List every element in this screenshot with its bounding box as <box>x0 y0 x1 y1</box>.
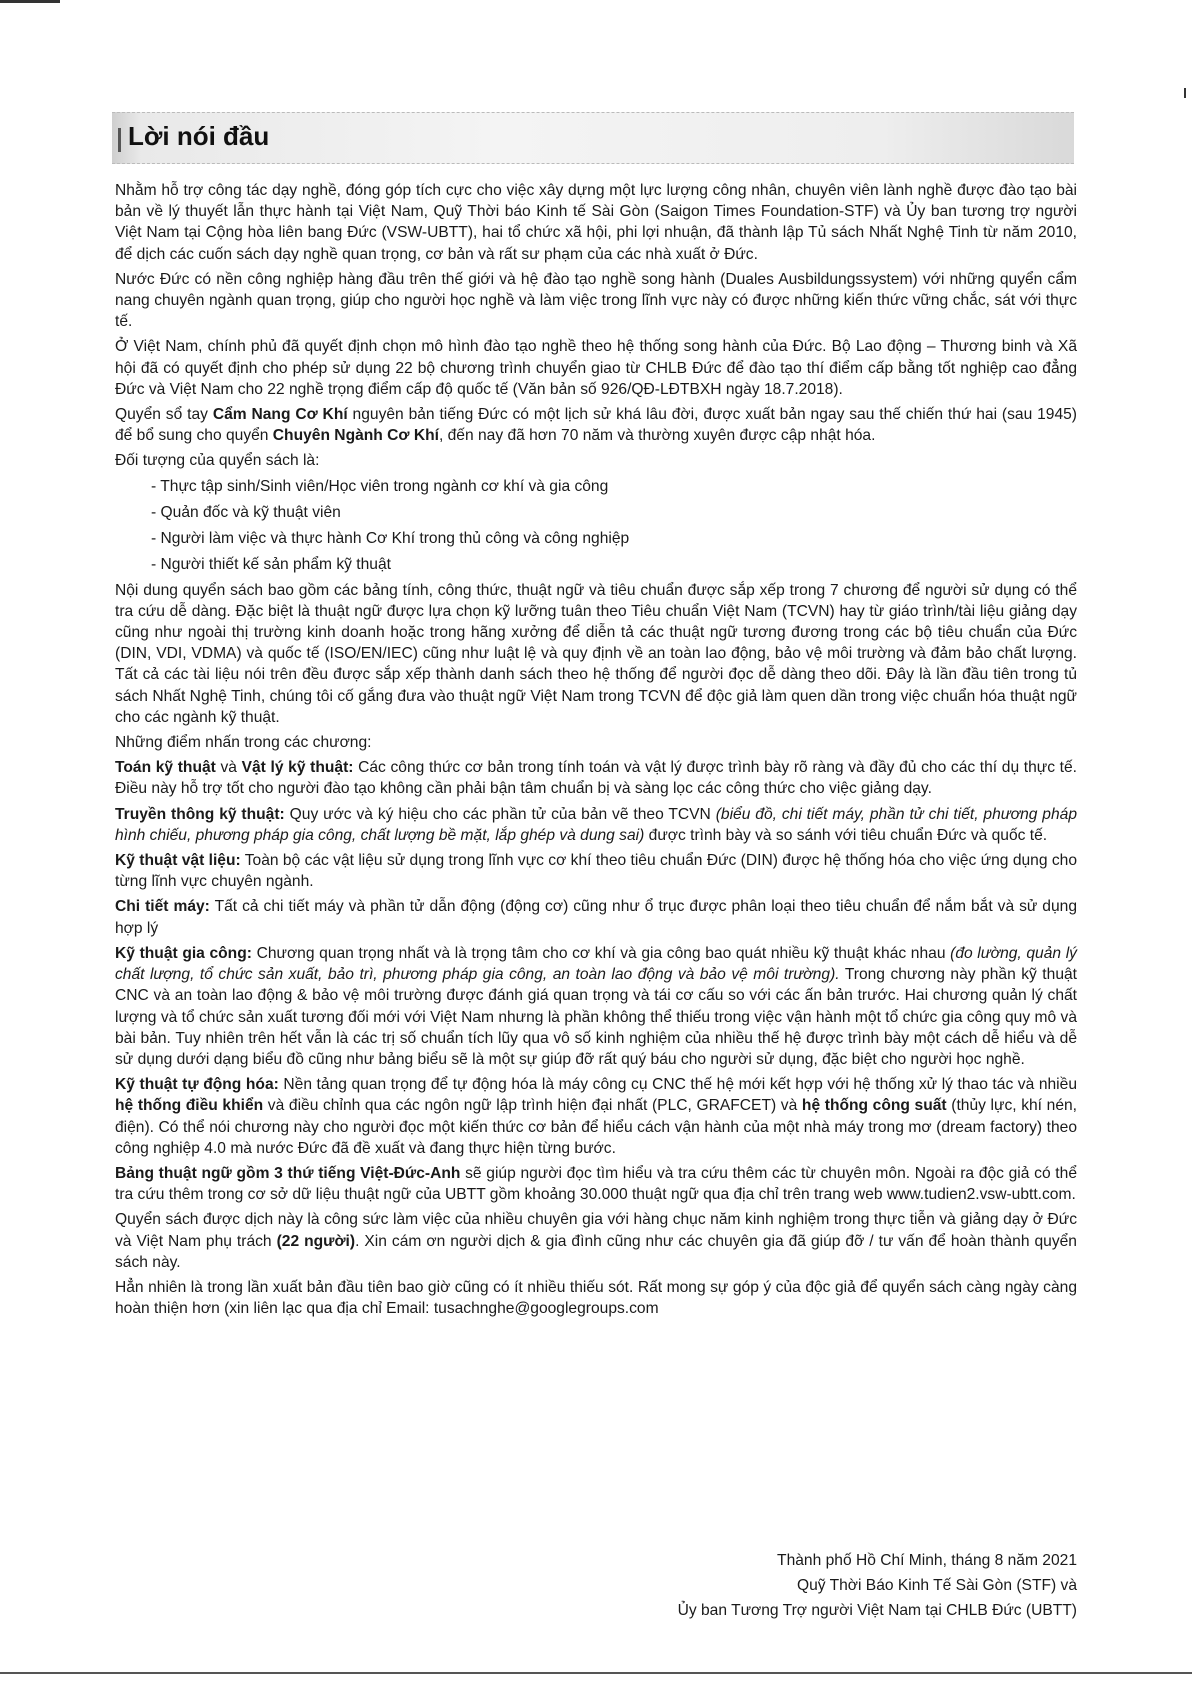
heading-accent-bar <box>118 128 121 152</box>
paragraph-feedback: Hẳn nhiên là trong lần xuất bản đầu tiên bao giờ cũng có ít nhiều thiếu sót. Rất mong sự góp ý của độc giả để quyển sách càng ngày càng hoàn thiện hơn (xin liên lạc qua địa chỉ Email: tusachnghe@googlegroups.com <box>115 1278 1077 1318</box>
list-item: - Người thiết kế sản phẩm kỹ thuật <box>151 555 391 573</box>
paragraph-audience-intro: Đối tượng của quyển sách là: <box>115 452 320 470</box>
paragraph-materials: Kỹ thuật vật liệu: Toàn bộ các vật liệu sử dụng trong lĩnh vực cơ khí theo tiêu chuẩn Đức (DIN) được hệ thống hóa cho việc ứng dụng cho từng lĩnh vực chuyên ngành. <box>115 852 1077 891</box>
paragraph-glossary: Bảng thuật ngữ gồm 3 thứ tiếng Việt-Đức-Anh sẽ giúp người đọc tìm hiểu và tra cứu thêm các từ chuyên môn. Ngoài ra độc giả có thể tra cứu thêm trong cơ sở dữ liệu thuật ngữ của UBTT gồm khoảng 30.000 thuật ngữ qua địa chỉ trên trang web www.tudien2.vsw-ubtt.com. <box>115 1164 1077 1204</box>
audience-list <box>115 476 1077 576</box>
signature-place-date: Thành phố Hồ Chí Minh, tháng 8 năm 2021 <box>777 1552 1077 1569</box>
paragraph-manufacturing: Kỹ thuật gia công: Chương quan trọng nhất và là trọng tâm cho cơ khí và gia công bao quát nhiều kỹ thuật khác nhau (đo lường, quản lý chất lượng, tổ chức sản xuất, bảo trì, phương pháp gia công, an toàn lao động và bảo vệ môi trường). Trong chương này phần kỹ thuật CNC và an toàn lao động & bảo vệ môi trường được đánh giá quan trọng và tái cơ cấu so với các ấn bản trước. Hai chương quản lý chất lượng và tổ chức sản xuất tương đối mới với Việt Nam nhưng là phần không thể thiếu trong việc vận hành một tổ chức gia công quy mô và bài bản. Tuy nhiên trên hết vẫn là các trị số chuẩn tích lũy qua vô số kinh nghiệm của nhiều thế hệ được trình bày một cách dễ hiểu và dễ sử dụng dưới dạng biểu đồ cũng như bảng biểu sẽ là một sự giúp đỡ rất quý báu cho người sử dụng, đặc biệt cho người học nghề. <box>115 944 1077 1068</box>
signature-org-2: Ủy ban Tương Trợ người Việt Nam tại CHLB Đức (UBTT) <box>677 1602 1077 1619</box>
paragraph-vietnam: Ở Việt Nam, chính phủ đã quyết định chọn mô hình đào tạo nghề theo hệ thống song hành của Đức. Bộ Lao động – Thương binh và Xã hội đã có quyết định cho phép sử dụng 22 bộ chương trình chuyển giao từ CHLB Đức để đào tạo thí điểm cấp bằng tốt nghiệp cao đẳng Đức và Việt Nam cho 22 nghề trọng điểm cấp độ quốc tế (Văn bản số 926/QĐ-LĐTBXH ngày 18.7.2018). <box>115 338 1077 398</box>
signature-org-1: Quỹ Thời Báo Kinh Tế Sài Gòn (STF) và <box>796 1577 1077 1594</box>
paragraph-intro: Nhằm hỗ trợ công tác dạy nghề, đóng góp tích cực cho việc xây dựng một lực lượng công nhân, chuyên viên lành nghề được đào tạo bài bản về lý thuyết lẫn thực hành tại Việt Nam, Quỹ Thời báo Kinh tế Sài Gòn (Saigon Times Foundation-STF) và Ủy ban tương trợ người Việt Nam tại Cộng hòa liên bang Đức (VSW-UBTT), hai tổ chức xã hội, phi lợi nhuận, đã thành lập Tủ sách Nhất Nghệ Tinh từ năm 2010, để dịch các cuốn sách dạy nghề quan trọng, cơ bản và rất sư phạm của các nhà xuất ở Đức. <box>115 182 1077 263</box>
scan-edge-top <box>0 0 60 3</box>
paragraph-highlights-intro: Những điểm nhấn trong các chương: <box>115 734 372 752</box>
list-item: - Người làm việc và thực hành Cơ Khí trong thủ công và công nghiệp <box>151 529 630 547</box>
paragraph-content: Nội dung quyển sách bao gồm các bảng tính, công thức, thuật ngữ và tiêu chuẩn được sắp xếp trong 7 chương để người sử dụng có thể tra cứu dễ dàng. Đặc biệt là thuật ngữ được lựa chọn kỹ lưỡng tuân theo Tiêu chuẩn Việt Nam (TCVN) hay từ giáo trình/tài liệu giảng dạy cũng như ngoài thị trường kinh doanh hoặc trong hãng xưởng để diễn tả các thuật ngữ tương đương trong các bộ tiêu chuẩn của Đức (DIN, VDI, VDMA) và quốc tế (ISO/EN/IEC) cũng như luật lệ và quy định về an toàn lao động, bảo vệ môi trường và đảm bảo chất lượng. Tất cả các tài liệu nói trên đều được sắp xếp thành danh sách theo hệ thống để người đọc dễ dàng theo dõi. Đây là lần đầu tiên trong tủ sách Nhất Nghệ Tinh, chúng tôi cố gắng đưa vào thuật ngữ Việt Nam trong TCVN để độc giả làm quen dần trong việc chuẩn hóa thuật ngữ cho các ngành kỹ thuật. <box>115 581 1077 726</box>
paragraph-automation: Kỹ thuật tự động hóa: Nền tảng quan trọng để tự động hóa là máy công cụ CNC thế hệ mới kết hợp với hệ thống xử lý thao tác và nhiều hệ thống điều khiển và điều chỉnh qua các ngôn ngữ lập trình hiện đại nhất (PLC, GRAFCET) và hệ thống công suất (thủy lực, khí nén, điện). Có thể nói chương này cho người đọc một kiến thức cơ bản để hiểu cách vận hành của một nhà máy trong mơ (dream factory) theo công nghiệp 4.0 mà nước Đức đã đề xuất và đang thực hiện từng bước. <box>115 1076 1077 1157</box>
list-item: - Thực tập sinh/Sinh viên/Học viên trong ngành cơ khí và gia công <box>151 477 609 495</box>
scan-edge-bottom <box>0 1672 1192 1674</box>
paragraph-math-physics: Toán kỹ thuật và Vật lý kỹ thuật: Các công thức cơ bản trong tính toán và vật lý được trình bày rõ ràng và đầy đủ cho các thí dụ thực tế. Điều này hỗ trợ tốt cho người đào tạo không cần phải bận tâm chuẩn bị và sàng lọc các công thức cho việc giảng dạy. <box>115 759 1077 798</box>
paragraph-handbook: Quyển sổ tay Cẩm Nang Cơ Khí nguyên bản tiếng Đức có một lịch sử khá lâu đời, được xuất bản ngay sau thế chiến thứ hai (sau 1945) để bổ sung cho quyển Chuyên Ngành Cơ Khí, đến nay đã hơn 70 năm và thường xuyên được cập nhật hóa. <box>115 406 1078 445</box>
signature-block <box>678 1548 1077 1623</box>
scan-mark-right <box>1184 88 1186 98</box>
paragraph-machine-elements: Chi tiết máy: Tất cả chi tiết máy và phần tử dẫn động (động cơ) cũng như ổ trục được phân loại theo tiêu chuẩn để nắm bắt và sử dụng hợp lý <box>115 898 1077 937</box>
document-body <box>115 180 1077 1323</box>
page-title: Lời nói đầu <box>128 121 270 151</box>
paragraph-acknowledgement: Quyển sách được dịch này là công sức làm việc của nhiều chuyên gia với hàng chục năm kinh nghiệm trong thực tiễn và giảng dạy ở Đức và Việt Nam phụ trách (22 người). Xin cám ơn người dịch & gia đình cũng như các chuyên gia đã giúp đỡ / tư vấn để hoàn thành quyển sách này. <box>115 1211 1077 1271</box>
paragraph-technical-communication: Truyền thông kỹ thuật: Quy ước và ký hiệu cho các phần tử của bản vẽ theo TCVN (biểu đồ, chi tiết máy, phần tử chi tiết, phương pháp hình chiếu, phương pháp gia công, chất lượng bề mặt, lắp ghép và dung sai) được trình bày và so sánh với tiêu chuẩn Đức và quốc tế. <box>115 805 1077 844</box>
paragraph-germany: Nước Đức có nền công nghiệp hàng đầu trên thế giới và hệ đào tạo nghề song hành (Duales Ausbildungssystem) với những quyển cẩm nang chuyên ngành quan trọng, giúp cho người học nghề và làm việc trong lĩnh vực này có được những kiến thức vững chắc, sát với thực tế. <box>115 270 1077 331</box>
list-item: - Quản đốc và kỹ thuật viên <box>151 503 341 521</box>
